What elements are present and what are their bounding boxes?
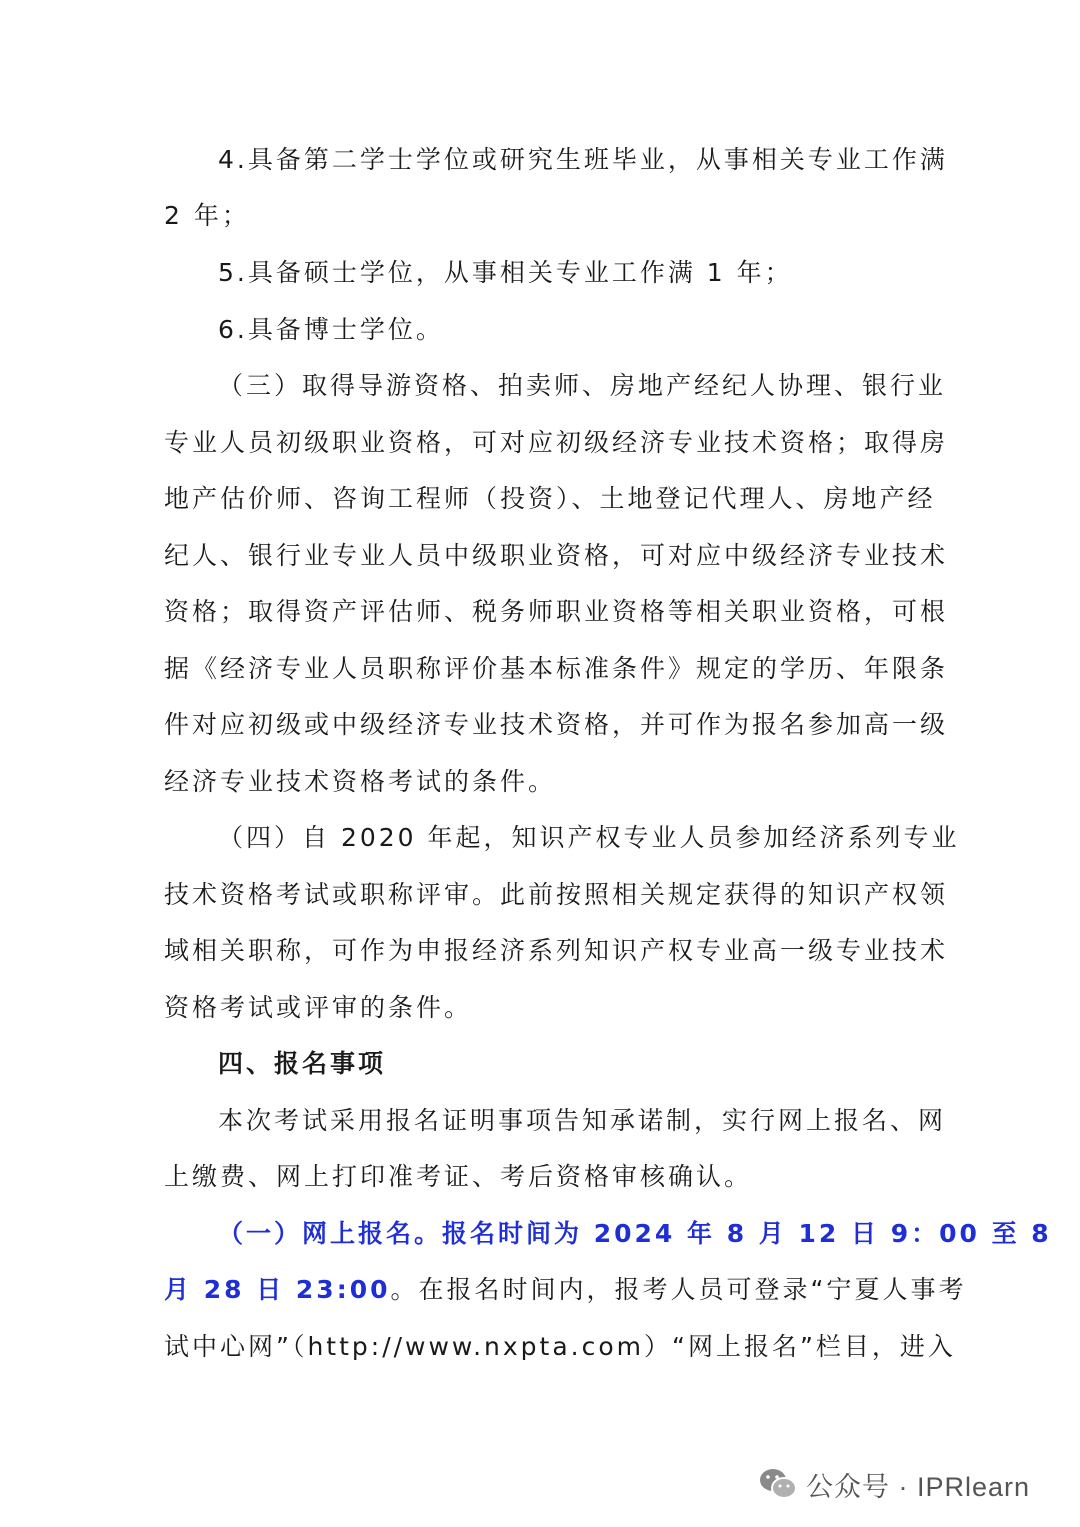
paragraph-line: 5.具备硕士学位，从事相关专业工作满 1 年； (218, 258, 793, 287)
paragraph-line: 2 年； (164, 201, 250, 230)
wechat-icon (758, 1467, 798, 1501)
paragraph-line: 专业人员初级职业资格，可对应初级经济专业技术资格；取得房 (164, 428, 949, 457)
paragraph-line: 地产估价师、咨询工程师（投资）、土地登记代理人、房地产经 (164, 484, 936, 513)
paragraph-text: 。在报名时间内，报考人员可登录“宁夏人事考 (390, 1275, 967, 1304)
paragraph-line: 上缴费、网上打印准考证、考后资格审核确认。 (164, 1162, 753, 1191)
paragraph-line: 据《经济专业人员职称评价基本标准条件》规定的学历、年限条 (164, 654, 949, 683)
paragraph-line: （三）取得导游资格、拍卖师、房地产经纪人协理、银行业 (218, 371, 947, 400)
paragraph-line: 资格；取得资产评估师、税务师职业资格等相关职业资格，可根 (164, 597, 949, 626)
paragraph-line: 技术资格考试或职称评审。此前按照相关规定获得的知识产权领 (164, 880, 949, 909)
paragraph-line: 资格考试或评审的条件。 (164, 993, 473, 1022)
section-heading: 四、报名事项 (218, 1049, 387, 1078)
paragraph-line: 件对应初级或中级经济专业技术资格，并可作为报名参加高一级 (164, 710, 949, 739)
paragraph-line: 纪人、银行业专业人员中级职业资格，可对应中级经济专业技术 (164, 541, 949, 570)
paragraph-line: 域相关职称，可作为申报经济系列知识产权专业高一级专业技术 (164, 936, 949, 965)
wechat-watermark (758, 1462, 1030, 1506)
paragraph-line: 本次考试采用报名证明事项告知承诺制，实行网上报名、网 (218, 1106, 947, 1135)
paragraph-line: 6.具备博士学位。 (218, 315, 444, 344)
highlighted-line: （一）网上报名。报名时间为 2024 年 8 月 12 日 9：00 至 8 (218, 1219, 1052, 1248)
paragraph-line: 试中心网”（http://www.nxpta.com）“网上报名”栏目，进入 (164, 1332, 956, 1361)
highlighted-text: 月 28 日 23:00 (164, 1275, 391, 1304)
mixed-line (164, 1270, 967, 1310)
paragraph-line: 经济专业技术资格考试的条件。 (164, 767, 557, 796)
paragraph-line: 4.具备第二学士学位或研究生班毕业，从事相关专业工作满 (218, 145, 948, 174)
paragraph-line: （四）自 2020 年起，知识产权专业人员参加经济系列专业 (218, 823, 960, 852)
watermark-text: 公众号 · IPRlearn (806, 1471, 1031, 1502)
